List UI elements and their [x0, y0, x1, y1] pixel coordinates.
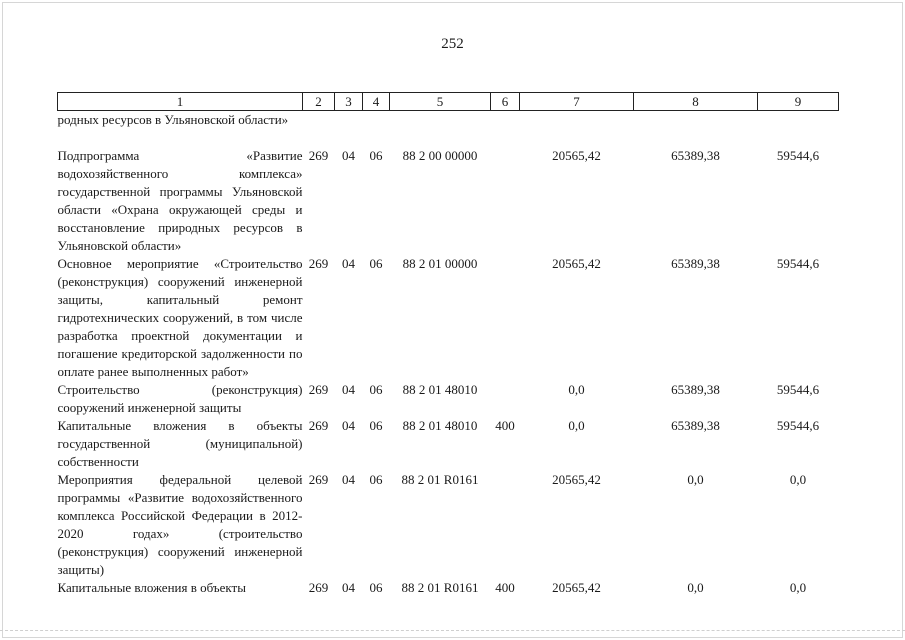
cell-target-code: 88 2 00 00000 — [402, 147, 478, 163]
cell-amount-9: 59544,6 — [776, 255, 820, 271]
page-bottom-edge — [0, 630, 905, 632]
cell-amount-7: 20565,42 — [552, 147, 601, 163]
table-row — [58, 255, 839, 381]
cell-section — [335, 111, 363, 147]
cell-amount-8: 65389,38 — [671, 381, 720, 397]
header-cell: 4 — [363, 93, 390, 111]
cell-section: 04 — [342, 417, 355, 433]
cell-amount-9: 0,0 — [789, 471, 807, 487]
cell-subsection: 06 — [369, 579, 383, 595]
row-name: Подпрограмма «Развитие водохозяйственного комплекса» государственной программы Ульяновской области «Охрана окружающей среды и восстановление природных ресурсов в Ульяновской области» — [57, 147, 303, 253]
cell-ministry: 269 — [308, 471, 329, 487]
cell-section: 04 — [342, 147, 355, 163]
table-row — [58, 471, 839, 579]
row-name: Капитальные вложения в объекты государственной (муниципальной) собственности — [57, 417, 303, 469]
cell-subsection: 06 — [369, 147, 383, 163]
cell-expense-type — [491, 471, 520, 579]
table-row — [58, 147, 839, 255]
cell-subsection: 06 — [369, 471, 383, 487]
cell-amount-7: 20565,42 — [552, 471, 601, 487]
header-cell: 6 — [491, 93, 520, 111]
cell-subsection: 06 — [369, 255, 383, 271]
cell-expense-type — [491, 255, 520, 381]
cell-amount-9: 0,0 — [789, 579, 807, 595]
header-cell: 7 — [520, 93, 634, 111]
cell-amount-8: 65389,38 — [671, 255, 720, 271]
cell-section: 04 — [342, 255, 355, 271]
cell-ministry: 269 — [308, 579, 329, 595]
table-row — [58, 417, 839, 471]
cell-subsection: 06 — [369, 381, 383, 397]
cell-amount-7: 20565,42 — [552, 579, 601, 595]
cell-amount-7: 20565,42 — [552, 255, 601, 271]
cell-target-code: 88 2 01 48010 — [402, 417, 478, 433]
table-row — [58, 579, 839, 597]
row-name: Мероприятия федеральной целевой программы «Развитие водохозяйственного комплекса Российской Федерации в 2012-2020 годах» (строительство (реконструкция) сооружений инженерной защиты) — [57, 471, 303, 577]
cell-section: 04 — [342, 471, 355, 487]
cell-ministry — [303, 111, 335, 147]
cell-ministry: 269 — [308, 147, 329, 163]
cell-section: 04 — [342, 579, 355, 595]
cell-target-code: 88 2 01 R0161 — [401, 471, 479, 487]
cell-ministry: 269 — [308, 417, 329, 433]
header-row — [58, 93, 839, 111]
header-cell: 9 — [758, 93, 839, 111]
cell-amount-9: 59544,6 — [776, 147, 820, 163]
cell-expense-type — [491, 111, 520, 147]
header-cell: 3 — [335, 93, 363, 111]
cell-amount-8: 65389,38 — [671, 147, 720, 163]
cell-expense-type: 400 — [495, 417, 515, 433]
cell-expense-type — [491, 381, 520, 417]
cell-amount-8 — [634, 111, 758, 147]
header-cell: 5 — [390, 93, 491, 111]
cell-amount-8: 0,0 — [687, 471, 704, 487]
cell-amount-9: 59544,6 — [776, 381, 820, 397]
row-name: родных ресурсов в Ульяновской области» — [57, 112, 289, 127]
header-cell: 2 — [303, 93, 335, 111]
cell-amount-9: 59544,6 — [776, 417, 820, 433]
table-row — [58, 381, 839, 417]
cell-amount-9 — [758, 111, 839, 147]
cell-amount-8: 0,0 — [687, 579, 704, 595]
cell-target-code: 88 2 01 R0161 — [401, 579, 479, 595]
header-cell: 1 — [58, 93, 303, 111]
header-cell: 8 — [634, 93, 758, 111]
row-name: Строительство (реконструкция) сооружений инженерной защиты — [57, 381, 303, 415]
cell-amount-7 — [520, 111, 634, 147]
cell-subsection: 06 — [369, 417, 383, 433]
row-name: Капитальные вложения в объекты — [57, 579, 246, 595]
cell-section: 04 — [342, 381, 355, 397]
row-name: Основное мероприятие «Строительство (реконструкция) сооружений инженерной защиты, капитальный ремонт гидротехнических сооружений, в том числе разработка проектной документации и погашение кредиторской задолженности по оплате ранее выполненных работ» — [57, 255, 303, 379]
cell-target-code — [390, 111, 491, 147]
cell-expense-type: 400 — [495, 579, 515, 595]
cell-amount-7: 0,0 — [568, 417, 585, 433]
cell-target-code: 88 2 01 00000 — [402, 255, 478, 271]
cell-ministry: 269 — [308, 381, 329, 397]
cell-target-code: 88 2 01 48010 — [402, 381, 478, 397]
budget-table — [57, 92, 839, 597]
page-number: 252 — [441, 36, 464, 52]
cell-amount-7: 0,0 — [568, 381, 585, 397]
table-row — [58, 111, 839, 147]
cell-amount-8: 65389,38 — [671, 417, 720, 433]
cell-ministry: 269 — [308, 255, 329, 271]
cell-subsection — [363, 111, 390, 147]
cell-expense-type — [491, 147, 520, 255]
